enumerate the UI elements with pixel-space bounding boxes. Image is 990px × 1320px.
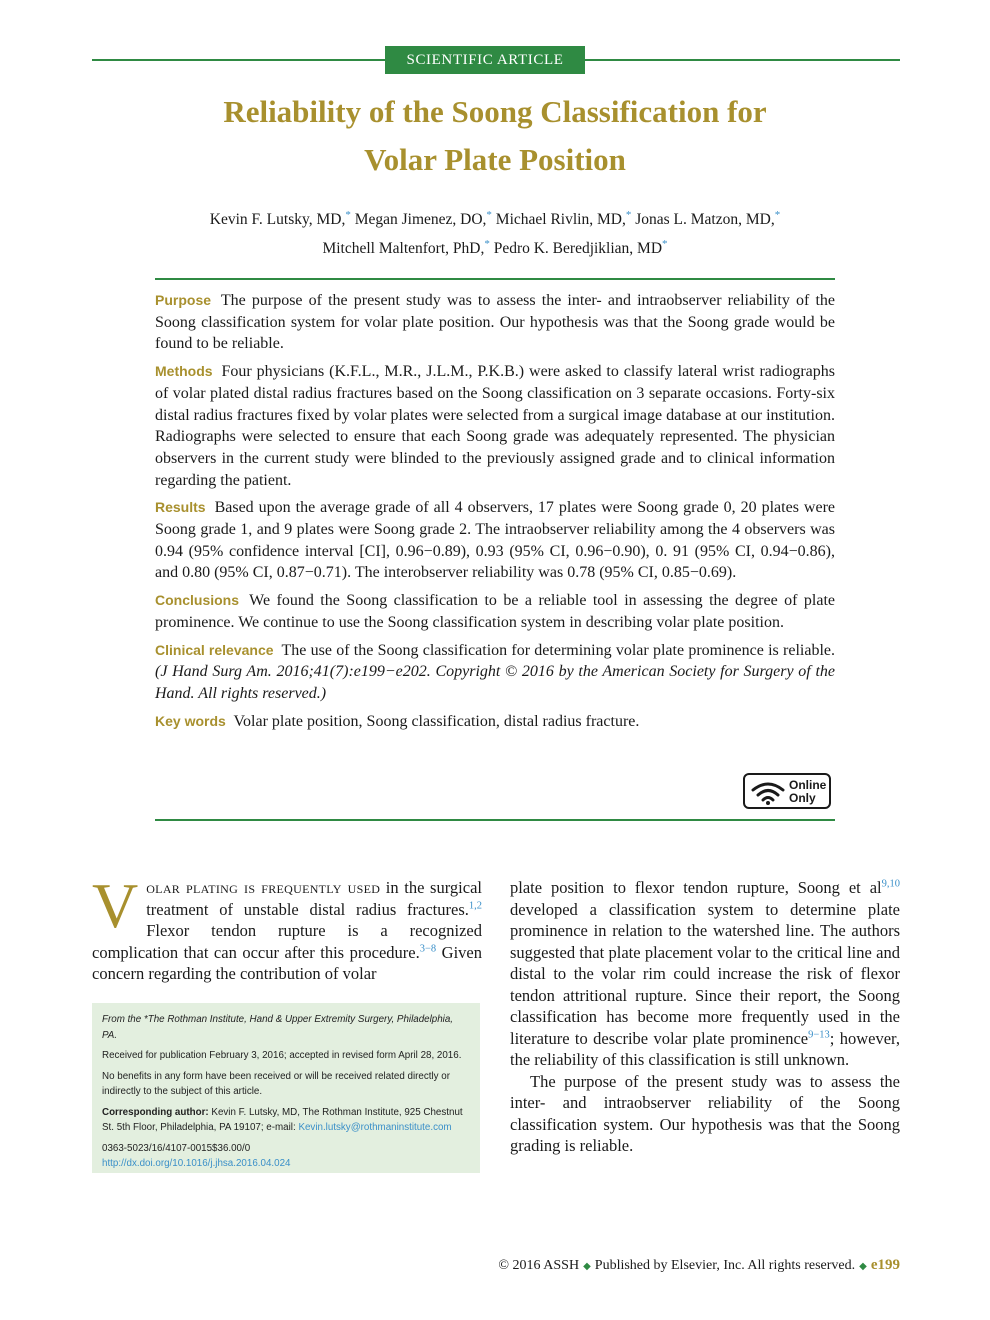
abstract-purpose [155,290,835,355]
abstract [155,290,835,738]
keywords-text: Volar plate position, Soong classification, distal radius fracture. [233,712,640,730]
affiliation-mark[interactable]: * [662,238,668,251]
citation: (J Hand Surg Am. 2016;41(7):e199−e202. Copyright © 2016 by the American Society for Surgery of the Hand. All rights reserved.) [155,663,835,702]
abstract-top-rule [155,278,835,280]
citation-ref[interactable]: 3−8 [419,943,437,954]
clinical-heading: Clinical relevance [155,641,274,658]
body-column-left [92,870,482,985]
intro-paragraph [92,870,482,985]
author-name: Michael Rivlin, MD, [495,211,626,229]
body-text: ; however, the reliability of this classification is still unknown. [510,1028,900,1069]
conclusions-heading: Conclusions [155,592,240,609]
section-label: SCIENTIFIC ARTICLE [385,46,585,74]
diamond-icon: ◆ [859,1261,867,1272]
online-only-badge[interactable] [743,773,831,809]
diamond-icon: ◆ [583,1261,591,1272]
body-paragraph [510,877,900,1071]
affiliation-mark[interactable]: * [774,209,781,221]
purpose-text: The purpose of the present study was to assess the inter- and intraobserver reliability of the Soong classification system for volar plate position. Our hypothesis was that the Soong grade would be found to be reliable. [155,292,835,353]
citation-ref[interactable]: 9−13 [808,1029,830,1040]
online-label-line-1: Online [789,778,827,792]
results-text: Based upon the average grade of all 4 observers, 17 plates were Soong grade 0, 20 plates were Soong grade 1, and 9 plates were Soong grade 2. The intraobserver reliability among the 4 observers was 0.94 (95% confidence interval [CI], 0.96−0.89), 0.93 (95% CI, 0.96−0.90), 0. 91 (95% CI, 0.94−0.86), and 0.80 (95% CI, 0.87−0.71). The interobserver reliability was 0.78 (95% CI, 0.85−0.69). [155,499,835,582]
dropcap: V [92,870,139,941]
author-name: Jonas L. Matzon, MD, [635,211,775,229]
email-link[interactable]: Kevin.lutsky@rothmaninstitute.com [298,1122,452,1133]
affiliation-mark[interactable]: * [486,209,492,221]
title-line-1: Reliability of the Soong Classification for [223,94,767,129]
citation-ref[interactable]: 1,2 [468,900,482,911]
affiliation-mark[interactable]: * [625,209,632,221]
page-footer [380,1257,900,1274]
abstract-bottom-rule [155,819,835,821]
online-label-line-2: Only [789,791,816,805]
abstract-keywords [155,711,835,733]
author-name: Mitchell Maltenfort, PhD, [322,240,485,258]
doi-link[interactable]: http://dx.doi.org/10.1016/j.jhsa.2016.04.024 [102,1158,291,1169]
author-line-2 [120,232,870,261]
wifi-icon [751,781,785,805]
affiliation-mark[interactable]: * [345,209,351,221]
article-info-box [92,1003,480,1173]
affiliation-note: From the *The Rothman Institute, Hand & Upper Extremity Surgery, Philadelphia, PA. [102,1014,454,1041]
body-text: plate position to flexor tendon rupture, Soong et al [510,878,882,897]
corresponding-label: Corresponding author: [102,1106,209,1118]
keywords-heading: Key words [155,712,226,729]
purpose-heading: Purpose [155,292,212,308]
intro-text: Given concern regarding the contribution of volar [92,942,482,983]
page-number: e199 [870,1257,900,1273]
author-name: Kevin F. Lutsky, MD, [209,211,346,229]
article-title [120,88,870,184]
intro-text: in the surgical treatment of unstable distal radius fractures. [146,878,482,919]
abstract-conclusions [155,590,835,633]
author-list [120,203,870,261]
benefits-note: No benefits in any form have been received or will be received related directly or indirectly to the subject of this article. [102,1070,450,1097]
abstract-results [155,497,835,584]
results-heading: Results [155,499,206,516]
identifiers [102,1141,470,1172]
intro-text: Flexor tendon rupture is a recognized complication that can occur after this procedure. [92,921,482,962]
corresponding-author [102,1105,470,1136]
body-paragraph: The purpose of the present study was to assess the inter- and intraobserver reliability of the Soong classification system. Our hypothesis was that the Soong grading is reliable. [510,1071,900,1155]
corresponding-text: Kevin F. Lutsky, MD, The Rothman Institute, 925 Chestnut St. 5th Floor, Philadelphia, PA 19107; e-mail: [102,1106,463,1133]
abstract-clinical-relevance [155,640,835,705]
clinical-text: The use of the Soong classification for determining volar plate prominence is reliable. [281,641,835,659]
citation-ref[interactable]: 9,10 [881,878,900,890]
body-text: developed a classification system to determine plate prominence in relation to the watershed line. The authors suggested that plate placement volar to the critical line and distal to the volar rim could increase the risk of flexor tendon attritional rupture. Since their report, the Soong classification has become more frequently used in the literature to describe volar plate prominence [510,899,900,1048]
conclusions-text: We found the Soong classification to be a reliable tool in assessing the degree of plate prominence. We continue to use the Soong classification system in describing volar plate position. [155,592,835,631]
intro-smallcaps: olar plating is frequently used [146,878,381,897]
methods-heading: Methods [155,363,213,380]
issn: 0363-5023/16/4107-0015$36.00/0 [102,1142,251,1154]
body-column-right [510,877,900,1157]
footer-publisher: Published by Elsevier, Inc. All rights reserved. [594,1258,856,1273]
author-line-1 [120,203,870,232]
online-only-label [789,779,829,805]
author-name: Pedro K. Beredjiklian, MD [493,240,663,258]
methods-text: Four physicians (K.F.L., M.R., J.L.M., P.K.B.) were asked to classify lateral wrist radiographs of volar plated distal radius fractures based on the Soong classification on 3 separate occasions. Forty-six distal radius fractures fixed by volar plates were selected from a surgical image database at our institution. Radiographs were selected to ensure that each Soong grade was adequately represented. The physician observers in the current study were blinded to the previously assigned grade and to clinical information regarding the patient. [155,363,836,489]
received-note: Received for publication February 3, 2016; accepted in revised form April 28, 2016. [102,1050,462,1061]
title-line-2: Volar Plate Position [364,142,626,177]
footer-copyright: © 2016 ASSH [498,1258,580,1273]
abstract-methods [155,361,835,491]
affiliation-mark[interactable]: * [484,238,490,251]
author-name: Megan Jimenez, DO, [354,211,487,229]
